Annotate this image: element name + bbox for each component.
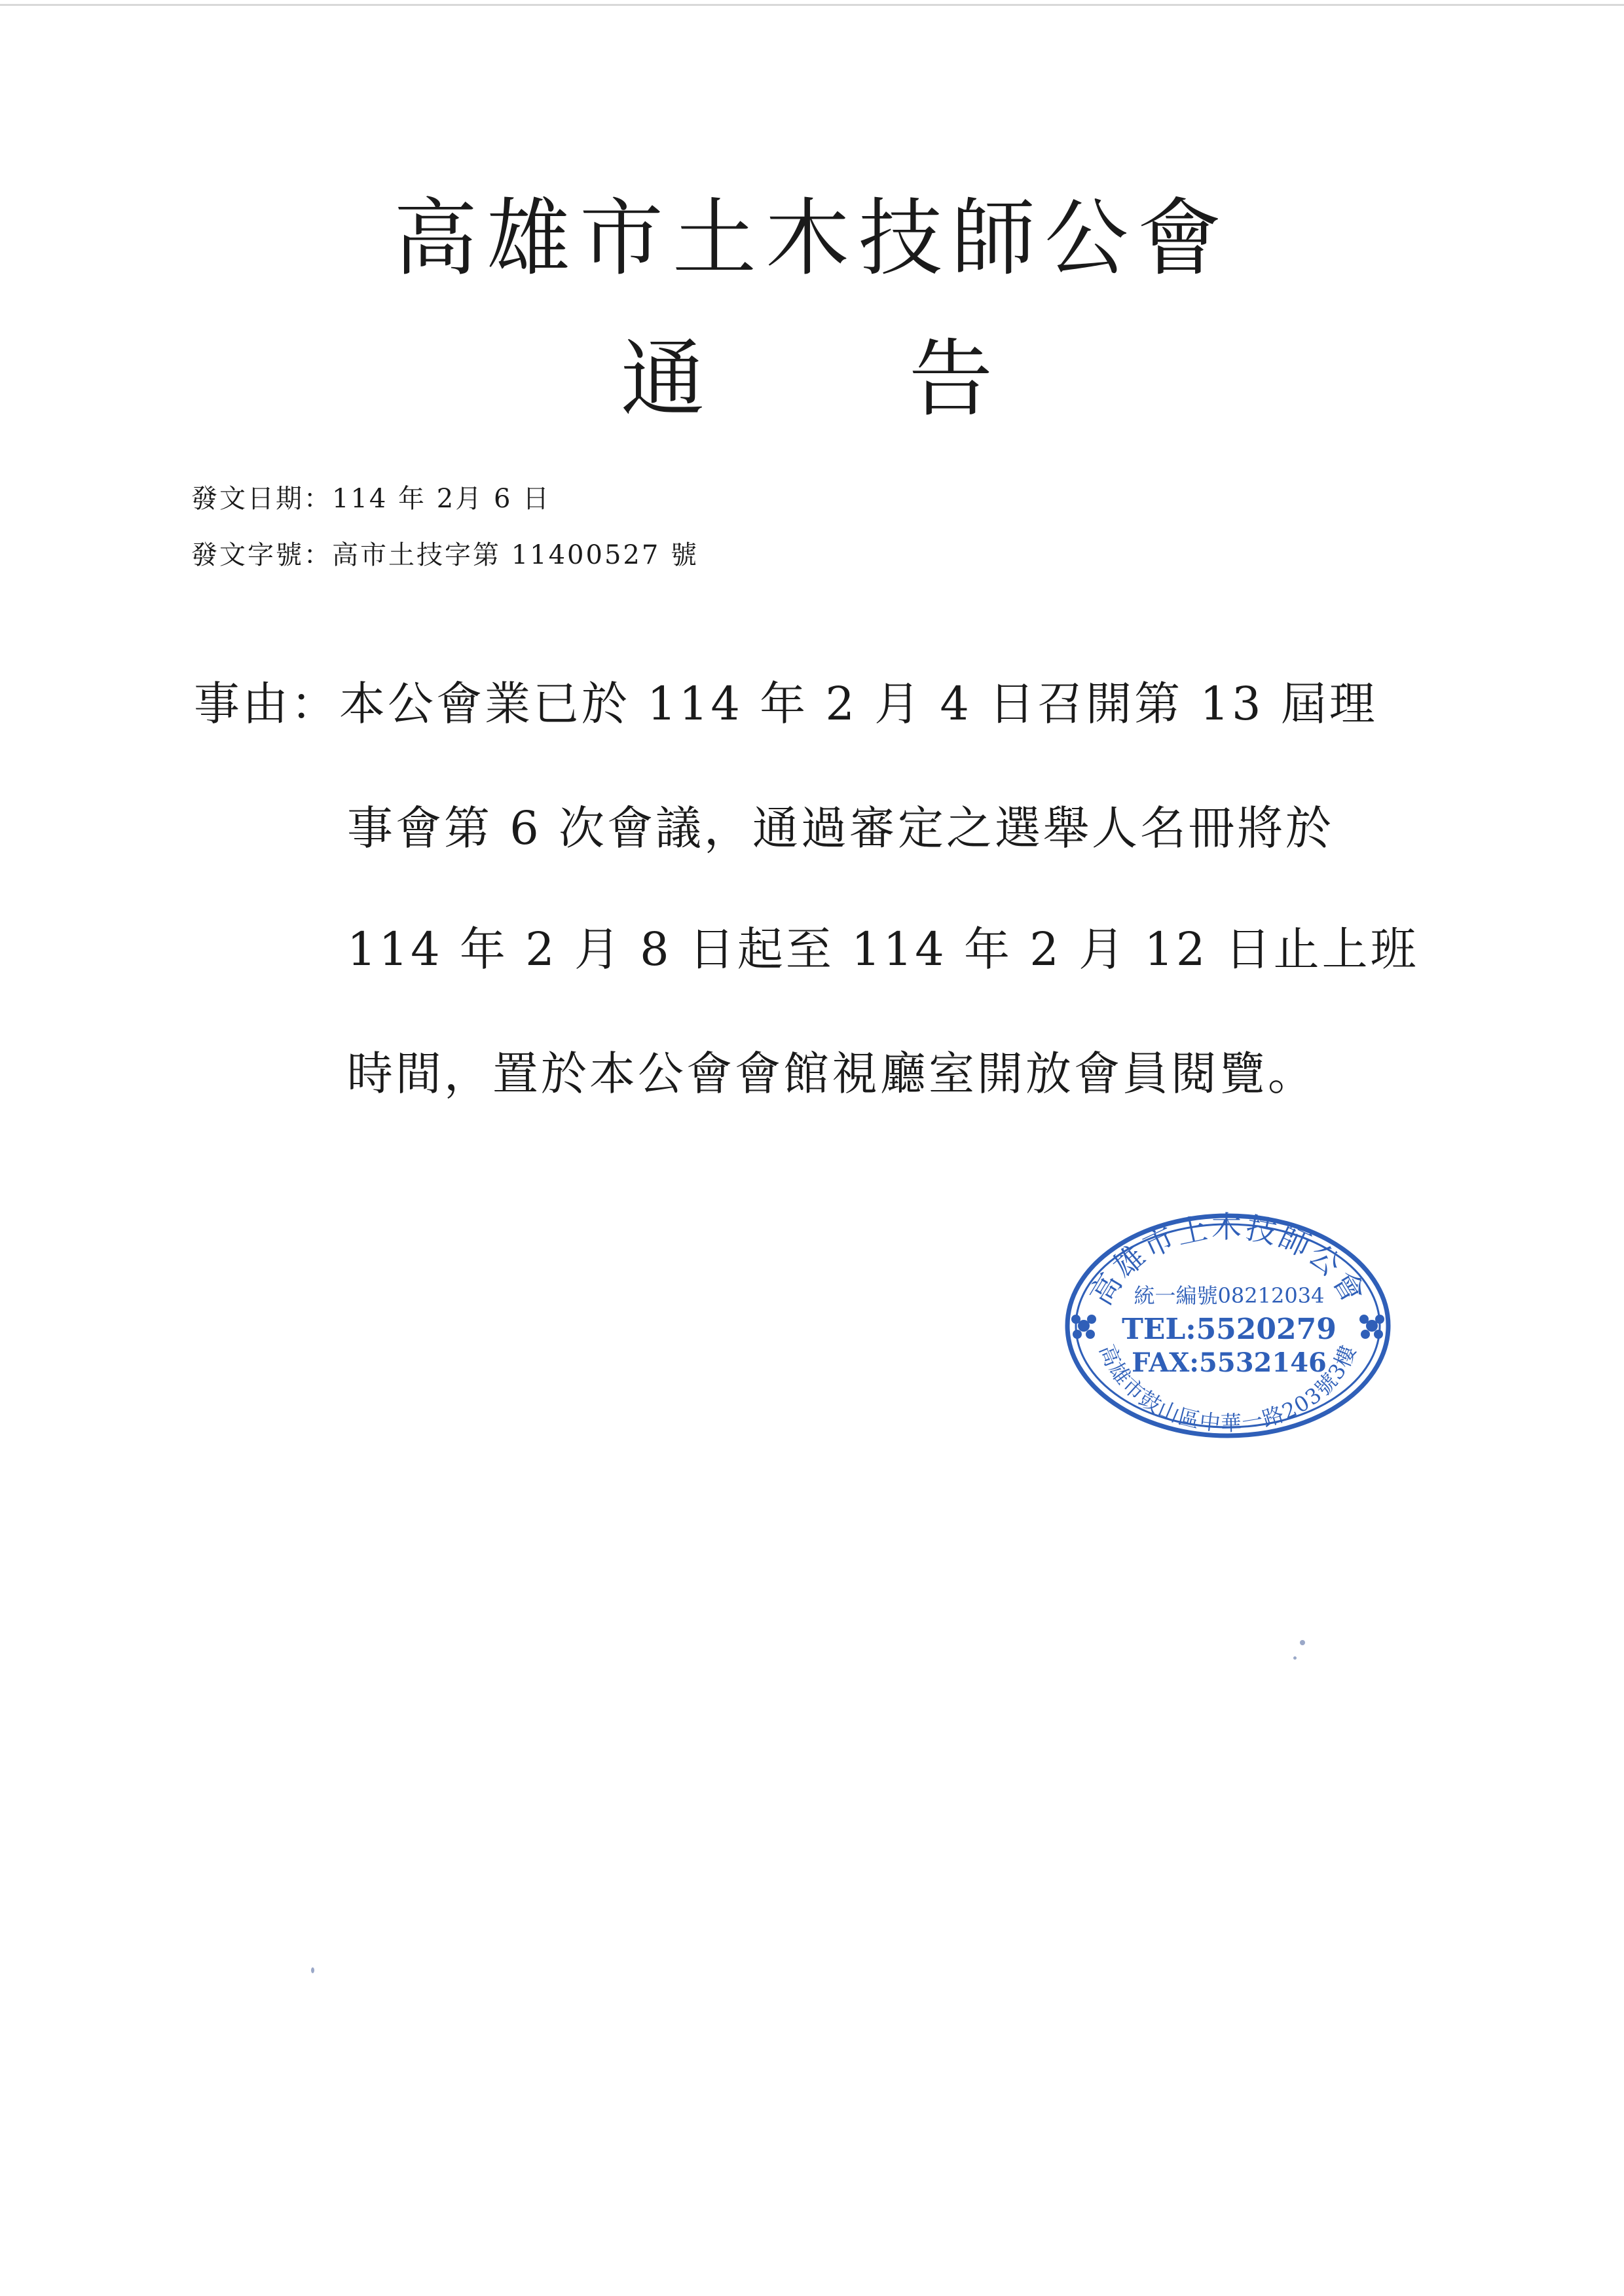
scan-speck <box>311 1967 314 1973</box>
subject-line-3: 114 年 2 月 8 日起至 114 年 2 月 12 日止上班 <box>347 922 1419 976</box>
seal-fax: FAX:5532146 <box>1132 1347 1327 1378</box>
document-number: 發文字號：高市土技字第 11400527 號 <box>191 540 699 570</box>
notice-heading <box>0 327 1624 432</box>
seal-tel: TEL:5520279 <box>1122 1313 1337 1346</box>
organization-title: 高雄市土木技師公會 <box>393 190 1230 287</box>
seal-stamp-graphic <box>1058 1205 1398 1447</box>
subject-line-2: 事會第 6 次會議，通過審定之選舉人名冊將於 <box>347 801 1335 855</box>
subject-line-4: 時間，置於本公會會館視廳室開放會員閱覽。 <box>347 1047 1316 1101</box>
seal-unified-number: 統一編號08212034 <box>1134 1283 1325 1308</box>
scan-edge-line <box>0 4 1624 6</box>
notice-heading-char-1: 通 <box>621 331 705 428</box>
subject-line-1: 事由：本公會業已於 114 年 2 月 4 日召開第 13 屆理 <box>194 677 1378 731</box>
official-seal-stamp <box>1058 1205 1398 1447</box>
scan-speck <box>1300 1640 1305 1645</box>
scan-speck <box>1293 1656 1297 1660</box>
issue-date: 發文日期：114 年 2月 6 日 <box>191 484 551 514</box>
seal-address: 高雄市鼓山區中華一路203號3樓 <box>1094 1341 1361 1436</box>
notice-heading-char-2: 告 <box>909 331 993 428</box>
seal-org-name: 高雄市土木技師公會 <box>1082 1209 1373 1311</box>
